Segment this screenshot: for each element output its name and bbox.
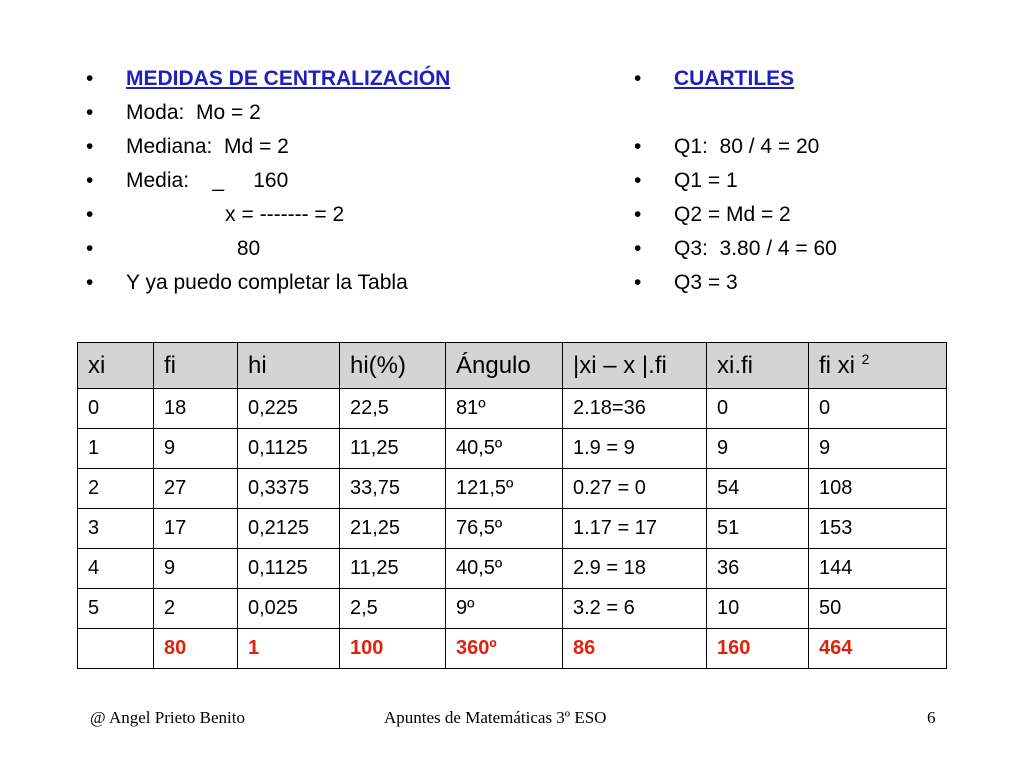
- table-cell: 50: [809, 589, 947, 629]
- table-cell: 76,5º: [446, 509, 563, 549]
- table-cell: 1: [78, 429, 154, 469]
- table-cell: 1.9 = 9: [563, 429, 707, 469]
- table-cell: 22,5: [340, 389, 446, 429]
- totals-row: [78, 629, 947, 669]
- table-cell: 2.18=36: [563, 389, 707, 429]
- table-cell: 9: [154, 549, 238, 589]
- table-row: [78, 509, 947, 549]
- mean-formula-text: x = ------- = 2: [126, 203, 345, 226]
- bullet-icon: •: [86, 135, 94, 158]
- bullet-icon: •: [634, 169, 642, 192]
- table-row: [78, 549, 947, 589]
- table-cell: 121,5º: [446, 469, 563, 509]
- total-cell: 360º: [446, 629, 563, 669]
- table-row: [78, 429, 947, 469]
- median-text: Mediana: Md = 2: [126, 135, 289, 158]
- bullet-icon: •: [634, 135, 642, 158]
- bullet-icon: •: [634, 67, 642, 90]
- quartiles-section: [632, 62, 972, 300]
- list-item: [632, 266, 972, 300]
- table-cell: 18: [154, 389, 238, 429]
- mean-denominator-text: 80: [126, 237, 261, 260]
- frequency-table: [77, 342, 947, 669]
- bullet-icon: •: [86, 237, 94, 260]
- table-cell: 144: [809, 549, 947, 589]
- total-cell: 86: [563, 629, 707, 669]
- bullet-icon: •: [86, 67, 94, 90]
- table-cell: 51: [707, 509, 809, 549]
- list-item: [84, 198, 604, 232]
- table-cell: 0,1125: [238, 429, 340, 469]
- q3-calc-text: Q3: 3.80 / 4 = 60: [674, 237, 837, 260]
- list-item: [632, 232, 972, 266]
- q1-calc-text: Q1: 80 / 4 = 20: [674, 135, 820, 158]
- table-cell: 9º: [446, 589, 563, 629]
- total-cell: 160: [707, 629, 809, 669]
- q1-value-text: Q1 = 1: [674, 169, 738, 192]
- footer-title: Apuntes de Matemáticas 3º ESO: [384, 708, 607, 727]
- table-cell: 40,5º: [446, 429, 563, 469]
- total-cell: 464: [809, 629, 947, 669]
- list-item: [632, 164, 972, 198]
- table-row: [78, 589, 947, 629]
- footer-author: @ Angel Prieto Benito: [90, 708, 245, 727]
- table-cell: 0: [707, 389, 809, 429]
- total-cell: 80: [154, 629, 238, 669]
- total-cell: 1: [238, 629, 340, 669]
- list-item: [84, 130, 604, 164]
- list-item: [84, 232, 604, 266]
- header-fi: fi: [154, 343, 238, 389]
- table-cell: 17: [154, 509, 238, 549]
- quartiles-heading: CUARTILES: [674, 67, 795, 90]
- table-cell: 54: [707, 469, 809, 509]
- table-cell: 0: [809, 389, 947, 429]
- table-cell: 9: [809, 429, 947, 469]
- q2-value-text: Q2 = Md = 2: [674, 203, 791, 226]
- table-cell: 2.9 = 18: [563, 549, 707, 589]
- table-cell: 2: [154, 589, 238, 629]
- list-item: [84, 164, 604, 198]
- total-cell: [78, 629, 154, 669]
- centralization-section: [84, 62, 604, 300]
- table-cell: 0,1125: [238, 549, 340, 589]
- list-item: [84, 62, 604, 96]
- q3-value-text: Q3 = 3: [674, 271, 738, 294]
- table-cell: 11,25: [340, 549, 446, 589]
- table-cell: 4: [78, 549, 154, 589]
- table-cell: 27: [154, 469, 238, 509]
- table-cell: 0: [78, 389, 154, 429]
- footer-page-number: 6: [927, 708, 936, 727]
- total-cell: 100: [340, 629, 446, 669]
- bullet-icon: •: [86, 203, 94, 226]
- table-cell: 10: [707, 589, 809, 629]
- table-cell: 108: [809, 469, 947, 509]
- table-cell: 2: [78, 469, 154, 509]
- mode-text: Moda: Mo = 2: [126, 101, 261, 124]
- bullet-icon: •: [86, 169, 94, 192]
- table-cell: 0,025: [238, 589, 340, 629]
- table-row: [78, 469, 947, 509]
- table-row: [78, 389, 947, 429]
- table-cell: 40,5º: [446, 549, 563, 589]
- table-cell: 153: [809, 509, 947, 549]
- mean-text: Media: _ 160: [126, 169, 289, 192]
- bullet-icon: •: [86, 101, 94, 124]
- table-cell: 1.17 = 17: [563, 509, 707, 549]
- list-spacer: [632, 96, 972, 130]
- table-cell: 0,3375: [238, 469, 340, 509]
- table-cell: 3: [78, 509, 154, 549]
- table-cell: 3.2 = 6: [563, 589, 707, 629]
- list-item: [632, 62, 972, 96]
- header-hi-percent: hi(%): [340, 343, 446, 389]
- header-superscript: 2: [861, 351, 870, 367]
- table-cell: 36: [707, 549, 809, 589]
- list-item: [632, 198, 972, 232]
- centralization-list: [84, 62, 604, 300]
- list-item: [632, 130, 972, 164]
- complete-table-text: Y ya puedo completar la Tabla: [126, 271, 408, 294]
- table-cell: 21,25: [340, 509, 446, 549]
- header-xi-fi: xi.fi: [707, 343, 809, 389]
- table-cell: 11,25: [340, 429, 446, 469]
- table-cell: 2,5: [340, 589, 446, 629]
- table-cell: 5: [78, 589, 154, 629]
- table-cell: 9: [707, 429, 809, 469]
- list-item: [84, 266, 604, 300]
- header-xi: xi: [78, 343, 154, 389]
- header-hi: hi: [238, 343, 340, 389]
- table-cell: 33,75: [340, 469, 446, 509]
- bullet-icon: •: [634, 203, 642, 226]
- list-item: [84, 96, 604, 130]
- table-cell: 9: [154, 429, 238, 469]
- bullet-icon: •: [86, 271, 94, 294]
- bullet-icon: •: [634, 271, 642, 294]
- table-header-row: [78, 343, 947, 389]
- centralization-heading: MEDIDAS DE CENTRALIZACIÓN: [126, 67, 451, 90]
- header-fi-xi-squared: [809, 343, 947, 389]
- header-fi-xi-label: fi xi: [819, 352, 855, 379]
- table-cell: 0,225: [238, 389, 340, 429]
- quartiles-list: [632, 62, 972, 300]
- table-cell: 0,2125: [238, 509, 340, 549]
- bullet-icon: •: [634, 237, 642, 260]
- header-angle: Ángulo: [446, 343, 563, 389]
- table-cell: 0.27 = 0: [563, 469, 707, 509]
- table-cell: 81º: [446, 389, 563, 429]
- header-abs-deviation: |xi – x |.fi: [563, 343, 707, 389]
